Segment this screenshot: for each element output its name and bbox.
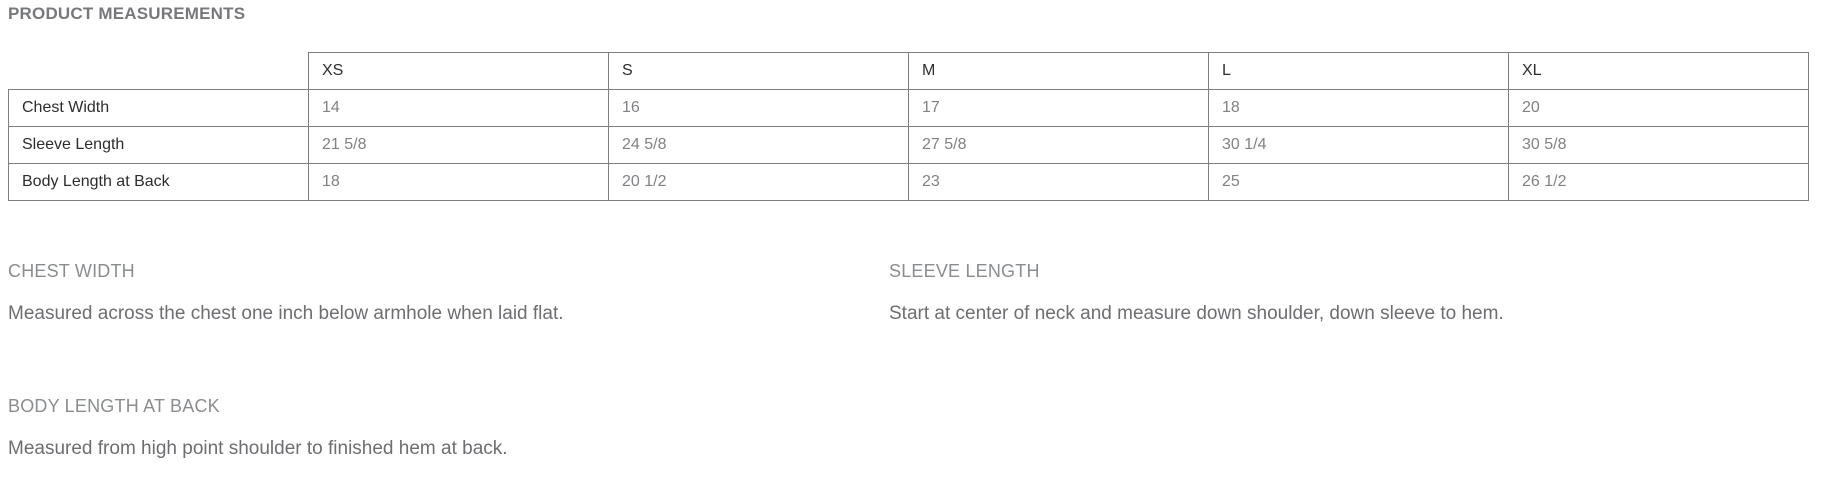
section-description: Measured from high point shoulder to finished hem at back. (8, 438, 508, 459)
measurement-value: 21 5/8 (309, 127, 609, 164)
section-sleeve-length (889, 261, 1789, 325)
measurement-value: 16 (609, 90, 909, 127)
page-title: PRODUCT MEASUREMENTS (8, 4, 246, 23)
measurement-value: 23 (909, 164, 1209, 201)
section-body-length-at-back (8, 396, 868, 460)
section-description: Start at center of neck and measure down shoulder, down sleeve to hem. (889, 303, 1504, 324)
size-header-l: L (1209, 53, 1509, 90)
measurement-value: 27 5/8 (909, 127, 1209, 164)
measurement-value: 20 (1509, 90, 1809, 127)
measurement-value: 30 1/4 (1209, 127, 1509, 164)
section-heading: BODY LENGTH AT BACK (8, 396, 220, 416)
measurement-value: 20 1/2 (609, 164, 909, 201)
measurement-value: 17 (909, 90, 1209, 127)
size-header-xl: XL (1509, 53, 1809, 90)
size-header-row (9, 53, 1809, 90)
row-label: Sleeve Length (9, 127, 309, 164)
section-heading: CHEST WIDTH (8, 261, 135, 281)
size-header-s: S (609, 53, 909, 90)
measurement-value: 25 (1209, 164, 1509, 201)
measurement-value: 30 5/8 (1509, 127, 1809, 164)
table-row-body-length-at-back (9, 164, 1809, 201)
table-row-chest-width (9, 90, 1809, 127)
measurement-value: 14 (309, 90, 609, 127)
measurement-value: 18 (1209, 90, 1509, 127)
table-row-sleeve-length (9, 127, 1809, 164)
row-label: Chest Width (9, 90, 309, 127)
corner-cell (9, 53, 309, 90)
measurement-value: 18 (309, 164, 609, 201)
measurement-value: 26 1/2 (1509, 164, 1809, 201)
row-label: Body Length at Back (9, 164, 309, 201)
section-heading: SLEEVE LENGTH (889, 261, 1040, 281)
size-header-m: M (909, 53, 1209, 90)
measurements-table (8, 52, 1809, 201)
size-header-xs: XS (309, 53, 609, 90)
section-chest-width (8, 261, 868, 325)
section-description: Measured across the chest one inch below armhole when laid flat. (8, 303, 564, 324)
measurement-value: 24 5/8 (609, 127, 909, 164)
